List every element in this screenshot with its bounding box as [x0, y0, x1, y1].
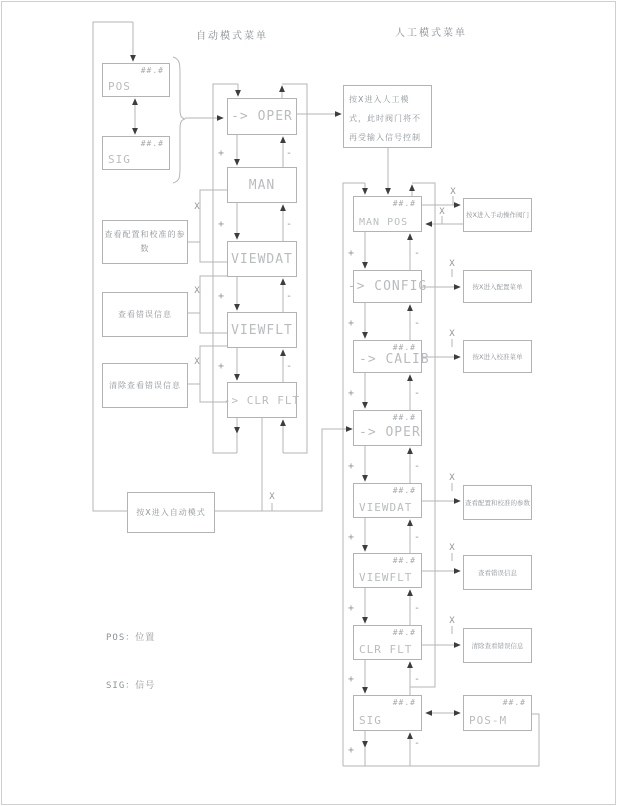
plus-label: +: [347, 388, 355, 399]
enter-auto-note: 按X进入自动模式: [127, 492, 215, 533]
manual-item-man-pos: [353, 196, 422, 232]
sig-label: SIG: [108, 153, 131, 166]
press-x-label: X: [194, 357, 200, 367]
manual-menu-title: 人工模式菜单: [395, 28, 467, 39]
press-x-label: X: [449, 543, 455, 553]
sig-m-label: SIG: [359, 714, 382, 727]
manual-item-viewdat: [353, 483, 422, 518]
minus-label: -: [413, 461, 421, 472]
auto-note-clr-flt: 清除查看错误信息: [102, 363, 188, 408]
legend-sig: SIG：信号: [106, 681, 156, 691]
auto-menu-title: 自动模式菜单: [196, 31, 268, 42]
viewdat-label: VIEWDAT: [359, 501, 413, 514]
press-x-label: X: [449, 259, 455, 269]
pos-display-box: [102, 63, 170, 97]
minus-label: -: [413, 248, 421, 259]
viewflt-label: VIEWFLT: [359, 571, 413, 584]
clr-flt-label: CLR FLT: [359, 643, 413, 656]
plus-label: +: [217, 291, 225, 302]
plus-label: +: [347, 318, 355, 329]
plus-label: +: [347, 745, 355, 756]
oper-label: -> OPER: [359, 425, 421, 440]
manual-item-calib: [353, 340, 430, 373]
auto-item-viewdat: VIEWDAT: [227, 241, 297, 277]
viewflt-value: ##.#: [392, 556, 416, 565]
manual-note-clr-flt: 清除查看错误信息: [463, 628, 532, 663]
minus-label: -: [285, 148, 293, 159]
enter-manual-note: 按X进入人工模式，此时阀门将不再受输入信号控制: [343, 85, 432, 148]
auto-note-viewdat: 查看配置和校准的参数: [102, 220, 188, 264]
minus-label: -: [413, 318, 421, 329]
manual-note-config: 按X进入配置菜单: [463, 270, 532, 303]
press-x-label: X: [450, 187, 456, 197]
manual-note-viewflt: 查看错误信息: [463, 555, 532, 590]
man-pos-value: ##.#: [392, 199, 416, 208]
plus-label: +: [217, 361, 225, 372]
press-x-label: X: [449, 616, 455, 626]
minus-label: -: [413, 674, 421, 685]
minus-label: -: [285, 219, 293, 230]
minus-label: -: [285, 291, 293, 302]
minus-label: -: [413, 532, 421, 543]
manual-item-oper: [353, 410, 422, 446]
oper-value: ##.#: [392, 413, 416, 422]
manual-item-sig: [353, 695, 422, 731]
plus-label: +: [347, 248, 355, 259]
manual-item-config: -> CONFIG: [353, 270, 422, 303]
man-pos-label: MAN POS: [359, 217, 409, 228]
plus-label: +: [347, 674, 355, 685]
press-x-label: X: [439, 207, 445, 217]
plus-label: +: [347, 532, 355, 543]
manual-item-clr-flt: [353, 625, 422, 660]
auto-item-clr-flt: -> CLR FLT: [227, 382, 297, 418]
press-x-label: X: [194, 286, 200, 296]
press-x-label: X: [269, 492, 275, 502]
minus-label: -: [413, 603, 421, 614]
sig-value: ##.#: [140, 139, 164, 148]
pos-m-box: [463, 695, 532, 731]
manual-item-viewflt: [353, 553, 422, 588]
press-x-label: X: [449, 329, 455, 339]
plus-label: +: [347, 461, 355, 472]
minus-label: -: [285, 361, 293, 372]
sig-display-box: [102, 136, 170, 170]
sig-m-value: ##.#: [392, 698, 416, 707]
manual-note-viewdat: 查看配置和校准的参数: [463, 485, 532, 520]
auto-item-man: MAN: [227, 167, 297, 203]
calib-value: ##.#: [392, 343, 416, 352]
pos-m-label: POS-M: [469, 714, 508, 727]
press-x-label: X: [194, 202, 200, 212]
pos-value: ##.#: [140, 66, 164, 75]
auto-item-oper: -> OPER: [227, 98, 297, 135]
manual-note-man-pos: 按X进入手动操作阀门: [463, 198, 532, 232]
auto-item-viewflt: VIEWFLT: [227, 312, 297, 348]
legend-pos: POS：位置: [106, 633, 156, 643]
plus-label: +: [217, 148, 225, 159]
plus-label: +: [217, 219, 225, 230]
manual-note-calib: 按X进入校准菜单: [463, 340, 532, 373]
auto-note-viewflt: 查看错误信息: [102, 292, 188, 337]
minus-label: -: [413, 738, 421, 749]
calib-label: -> CALIB: [359, 352, 430, 367]
pos-m-value: ##.#: [502, 698, 526, 707]
press-x-label: X: [449, 473, 455, 483]
viewdat-value: ##.#: [392, 486, 416, 495]
clr-flt-value: ##.#: [392, 628, 416, 637]
plus-label: +: [347, 603, 355, 614]
pos-label: POS: [108, 80, 131, 93]
minus-label: -: [413, 388, 421, 399]
